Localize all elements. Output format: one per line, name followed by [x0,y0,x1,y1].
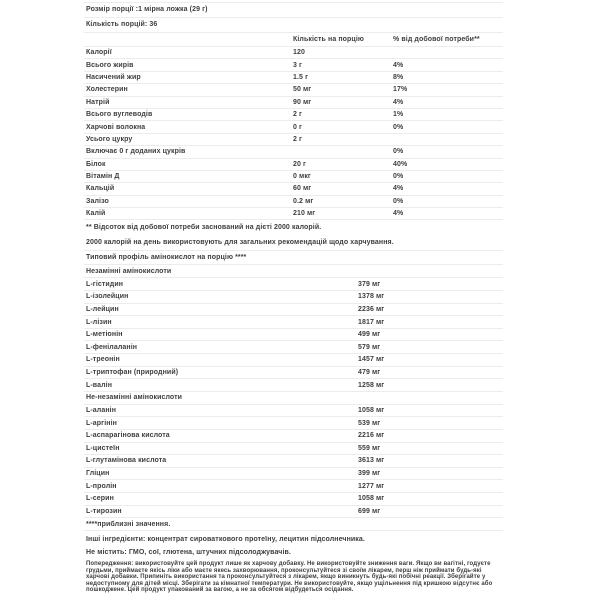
table-row [84,183,503,195]
nutrient-amount: 210 мг [293,210,316,218]
amino-value: 399 мг [358,470,381,478]
nutrient-amount: 3 г [293,61,303,69]
amino-name: L-аргінін [86,419,117,427]
nutrient-dv: 4% [393,98,404,106]
table-row [84,109,503,121]
nutrient-dv: 40% [393,160,408,168]
table-header-row [84,33,503,47]
nutrition-label [84,2,503,594]
table-row [84,493,503,506]
amino-name: Гліцин [86,470,110,478]
table-row [84,59,503,71]
amino-name: L-ізолейцин [86,293,129,301]
table-row [84,291,503,304]
table-row [84,417,503,430]
table-row [84,354,503,367]
column-header-amount: Кількість на порцію [293,36,364,43]
nutrient-amount: 50 мг [293,86,312,94]
table-row [84,506,503,519]
nutrient-dv: 1% [393,111,404,119]
servings-count-label: Кількість порцій: 36 [86,21,158,29]
amino-name: L-метіонін [86,331,123,339]
nutrient-amount: 1.5 г [293,73,309,81]
nutrient-dv: 0% [393,123,404,131]
amino-name: L-лізин [86,318,112,326]
amino-name: L-лейцин [86,305,119,313]
nutrient-amount: 120 [293,49,305,57]
amino-value: 499 мг [358,331,381,339]
amino-name: L-треонін [86,356,120,364]
amino-name: L-аспарагінова кислота [86,432,170,440]
table-row [84,329,503,342]
nutrient-name: Білок [86,160,106,168]
nutrient-amount: 90 мг [293,98,312,106]
nutrient-name: Натрій [86,98,110,106]
amino-name: L-триптофан (природний) [86,368,179,376]
amino-value: 539 мг [358,419,381,427]
approx-note: ****приблизні значення. [86,520,171,528]
nutrient-name: Всього жирів [86,61,134,69]
table-row [84,430,503,443]
table-row [84,47,503,59]
nutrient-dv: 0% [393,173,404,181]
table-row [84,278,503,291]
amino-name: L-фенілаланін [86,343,138,351]
nutrient-name: Усього цукру [86,135,133,143]
table-row [84,134,503,146]
table-row [84,146,503,158]
amino-value: 1058 мг [358,495,385,503]
footnote-dv-basis: ** Відсоток від добової потреби заснований на дієті 2000 калорій. [86,224,322,232]
table-row [84,121,503,133]
nutrient-table [84,47,503,220]
nutrient-name: Вітамін Д [86,173,120,181]
nutrient-name: Включає 0 г доданих цукрів [86,148,186,156]
servings-count-row [84,18,503,34]
table-row [84,208,503,220]
column-header-dv: % від добової потреби** [393,36,480,43]
nutrient-amount: 0 г [293,123,303,131]
amino-name: L-цистеїн [86,444,120,452]
nutrient-amount: 2 г [293,135,303,143]
free-of-line: Не містить: ГМО, сої, глютена, штучних підсолоджувачів. [86,549,291,557]
amino-value: 1817 мг [358,318,385,326]
amino-value: 379 мг [358,280,381,288]
nutrient-amount: 0 мкг [293,173,311,181]
table-row [84,367,503,380]
amino-value: 1277 мг [358,482,385,490]
amino-name: L-аланін [86,407,117,415]
amino-name: L-гістидин [86,280,124,288]
nutrient-name: Калій [86,210,106,218]
table-row [84,379,503,392]
table-row [84,171,503,183]
amino-name: L-глутамінова кислота [86,457,167,465]
footnotes-block [84,220,503,251]
amino-value: 3613 мг [358,457,385,465]
nutrient-dv: 0% [393,148,404,156]
amino-value: 2236 мг [358,305,385,313]
table-row [84,84,503,96]
amino-value: 559 мг [358,444,381,452]
nutrient-name: Холестерин [86,86,128,94]
nutrient-name: Харчові волокна [86,123,146,131]
essential-amino-header-row [84,265,503,278]
amino-profile-title-row [84,251,503,265]
table-row [84,405,503,418]
nutrient-name: Кальцій [86,185,115,193]
table-row [84,97,503,109]
table-row [84,159,503,171]
nutrient-dv: 8% [393,73,404,81]
amino-value: 2216 мг [358,432,385,440]
nonessential-amino-header-row [84,392,503,405]
table-row [84,480,503,493]
amino-value: 579 мг [358,343,381,351]
nutrient-name: Залізо [86,197,109,205]
table-row [84,443,503,456]
essential-amino-table [84,278,503,391]
amino-value: 1378 мг [358,293,385,301]
amino-profile-title: Типовий профіль амінокислот на порцію **** [86,254,247,262]
nutrient-amount: 0.2 мг [293,197,314,205]
nutrient-dv: 4% [393,210,404,218]
warning-paragraph: Попередження: використовуйте цей продукт лише як харчову добавку. Не використовуйте зниження ваги. Якщо ви вагітні, годуєте грудьми, приймаєте якісь ліки або маєте якесь захворювання, проконсультуйтеся зі своїм лікарем, перш ніж приймати будь-які харчові добавки. Припиніть використання та проконсультуйтеся з лікарем, якщо виникнуть будь-які побічні реакції. Зберігайте у недоступному для дітей місці. Зберігати за кімнатної температури. Не використовуйте, якщо ущільнення під кришкою відсутнє або пошкоджене. Цей продукт упакований за вагою, а не за обсягом відбудеться осідання. [86,561,493,594]
nutrient-amount: 60 мг [293,185,312,193]
amino-value: 1058 мг [358,407,385,415]
nutrient-dv: 4% [393,185,404,193]
amino-value: 479 мг [358,368,381,376]
other-ingredients-line: Інші інгредієнти: концентрат сироваткового протеїну, лецитин підсолнечника. [86,536,365,544]
nutrient-name: Всього вуглеводів [86,111,153,119]
footnote-2000-calories: 2000 калорій на день використовують для загальних рекомендацій щодо харчування. [86,239,394,247]
nutrient-name: Насичений жир [86,73,141,81]
table-row [84,304,503,317]
nutrient-name: Калорії [86,49,112,57]
table-row [84,468,503,481]
amino-value: 1258 мг [358,381,385,389]
amino-name: L-пролін [86,482,117,490]
nonessential-amino-table [84,405,503,518]
table-row [84,196,503,208]
nonessential-amino-header: Не-незамінні амінокислоти [86,394,183,402]
essential-amino-header: Незамінні амінокислоти [86,267,172,275]
serving-size-row [84,2,503,18]
nutrient-dv: 0% [393,197,404,205]
nutrient-dv: 4% [393,61,404,69]
table-row [84,455,503,468]
table-row [84,316,503,329]
nutrient-amount: 2 г [293,111,303,119]
amino-value: 1457 мг [358,356,385,364]
amino-name: L-валін [86,381,113,389]
amino-name: L-серин [86,495,114,503]
amino-value: 699 мг [358,507,381,515]
nutrient-dv: 17% [393,86,408,94]
approx-note-row [84,518,503,531]
table-row [84,72,503,84]
serving-size-label: Розмір порції :1 мірна ложка (29 г) [86,6,208,14]
nutrient-amount: 20 г [293,160,307,168]
table-row [84,341,503,354]
amino-name: L-тирозин [86,507,122,515]
